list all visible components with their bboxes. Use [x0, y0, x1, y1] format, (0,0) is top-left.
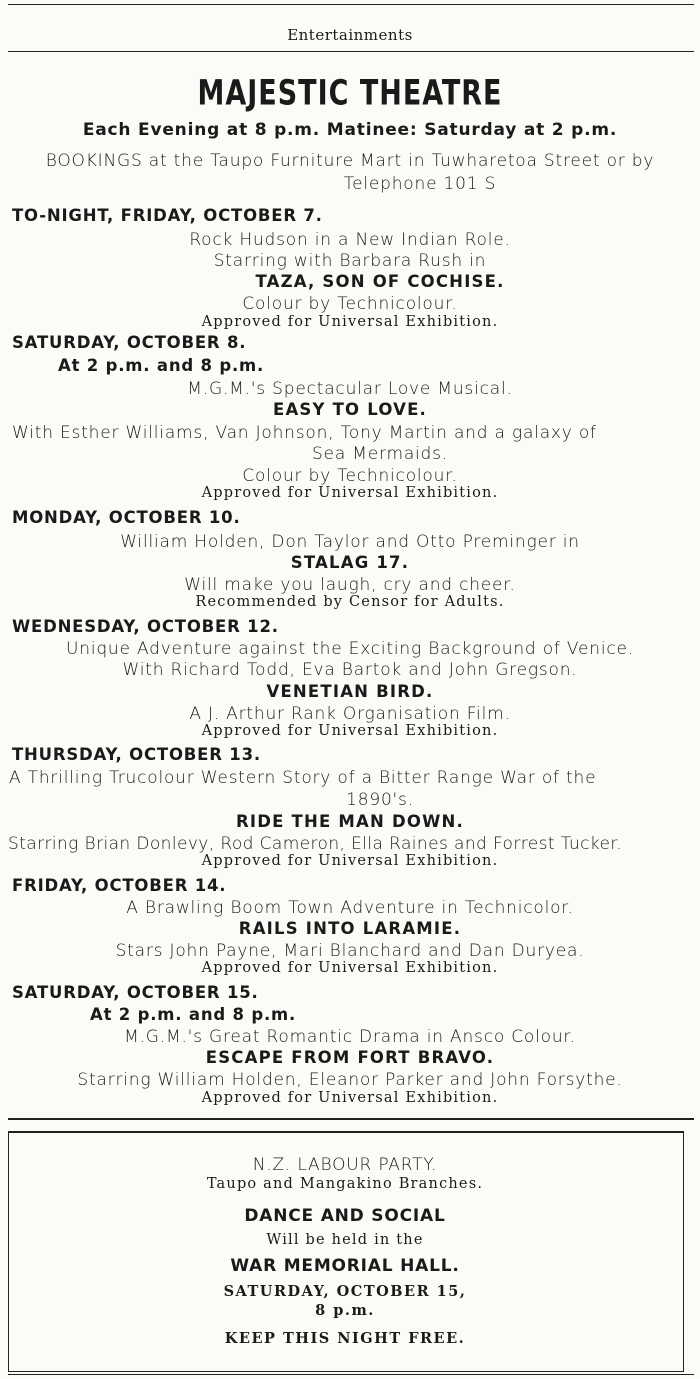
show-line: Sea Mermaids. [311, 444, 449, 464]
show-line: With Richard Todd, Eva Bartok and John Gregson. [122, 660, 578, 680]
notice-tagline: KEEP THIS NIGHT FREE. [224, 1330, 466, 1347]
notice-event: DANCE AND SOCIAL [244, 1206, 446, 1226]
film-title: ESCAPE FROM FORT BRAVO. [205, 1048, 495, 1067]
show-day: MONDAY, OCTOBER 10. [12, 508, 241, 527]
section-heading: Entertainments [287, 26, 413, 44]
session-times: Each Evening at 8 p.m. Matinee: Saturday at 2 p.m. [82, 120, 618, 140]
censor-rating: Approved for Universal Exhibition. [201, 853, 499, 869]
show-line: A J. Arthur Rank Organisation Film. [189, 704, 511, 724]
film-title: RIDE THE MAN DOWN. [236, 812, 464, 831]
film-title: STALAG 17. [290, 553, 410, 572]
show-day: FRIDAY, OCTOBER 14. [12, 876, 227, 895]
bottom-rule [8, 1374, 694, 1375]
show-line: William Holden, Don Taylor and Otto Preminger in [120, 532, 580, 552]
show-times: At 2 p.m. and 8 p.m. [58, 356, 265, 375]
film-title: VENETIAN BIRD. [266, 682, 434, 701]
show-line: M.G.M.'s Great Romantic Drama in Ansco Colour. [124, 1027, 576, 1047]
show-day: TO-NIGHT, FRIDAY, OCTOBER 7. [12, 206, 323, 225]
show-line: With Esther Williams, Van Johnson, Tony Martin and a galaxy of [12, 423, 597, 443]
show-line: Colour by Technicolour. [242, 294, 458, 314]
show-line: M.G.M.'s Spectacular Love Musical. [187, 379, 513, 399]
censor-rating: Recommended by Censor for Adults. [195, 594, 505, 610]
notice-time: 8 p.m. [315, 1302, 375, 1319]
theatre-name: MAJESTIC THEATRE [197, 73, 503, 114]
show-line: A Thrilling Trucolour Western Story of a Bitter Range War of the [9, 768, 597, 788]
film-title: EASY TO LOVE. [272, 400, 428, 419]
header-rule [8, 51, 694, 52]
show-line: Starring Brian Donlevy, Rod Cameron, Ella Raines and Forrest Tucker. [8, 834, 623, 854]
notice-venue: WAR MEMORIAL HALL. [230, 1256, 460, 1276]
show-line: Rock Hudson in a New Indian Role. [189, 230, 511, 250]
bookings-line-2: Telephone 101 S [343, 174, 497, 194]
section-divider [8, 1118, 694, 1120]
censor-rating: Approved for Universal Exhibition. [201, 1090, 499, 1106]
censor-rating: Approved for Universal Exhibition. [201, 960, 499, 976]
show-line: Colour by Technicolour. [242, 466, 458, 486]
censor-rating: Approved for Universal Exhibition. [201, 314, 499, 330]
notice-org: N.Z. LABOUR PARTY. [252, 1155, 438, 1175]
censor-rating: Approved for Universal Exhibition. [201, 485, 499, 501]
show-line: Starring with Barbara Rush in [213, 251, 487, 271]
show-day: SATURDAY, OCTOBER 8. [12, 333, 247, 352]
notice-held: Will be held in the [266, 1232, 424, 1248]
notice-branches: Taupo and Mangakino Branches. [206, 1176, 484, 1192]
show-day: SATURDAY, OCTOBER 15. [12, 983, 259, 1002]
top-rule [8, 4, 694, 5]
censor-rating: Approved for Universal Exhibition. [201, 723, 499, 739]
show-line: Starring William Holden, Eleanor Parker and John Forsythe. [77, 1070, 623, 1090]
show-line: 1890's. [346, 790, 414, 810]
show-day: WEDNESDAY, OCTOBER 12. [12, 617, 279, 636]
bookings-line-1: BOOKINGS at the Taupo Furniture Mart in Tuwharetoa Street or by [45, 151, 655, 171]
show-times: At 2 p.m. and 8 p.m. [90, 1005, 297, 1024]
show-line: Unique Adventure against the Exciting Background of Venice. [66, 639, 634, 659]
show-line: Stars John Payne, Mari Blanchard and Dan Duryea. [115, 941, 585, 961]
show-day: THURSDAY, OCTOBER 13. [12, 745, 261, 764]
notice-date: SATURDAY, OCTOBER 15, [223, 1283, 467, 1300]
film-title: TAZA, SON OF COCHISE. [255, 272, 505, 291]
show-line: Will make you laugh, cry and cheer. [184, 575, 516, 595]
film-title: RAILS INTO LARAMIE. [238, 919, 462, 938]
show-line: A Brawling Boom Town Adventure in Technicolor. [126, 898, 574, 918]
